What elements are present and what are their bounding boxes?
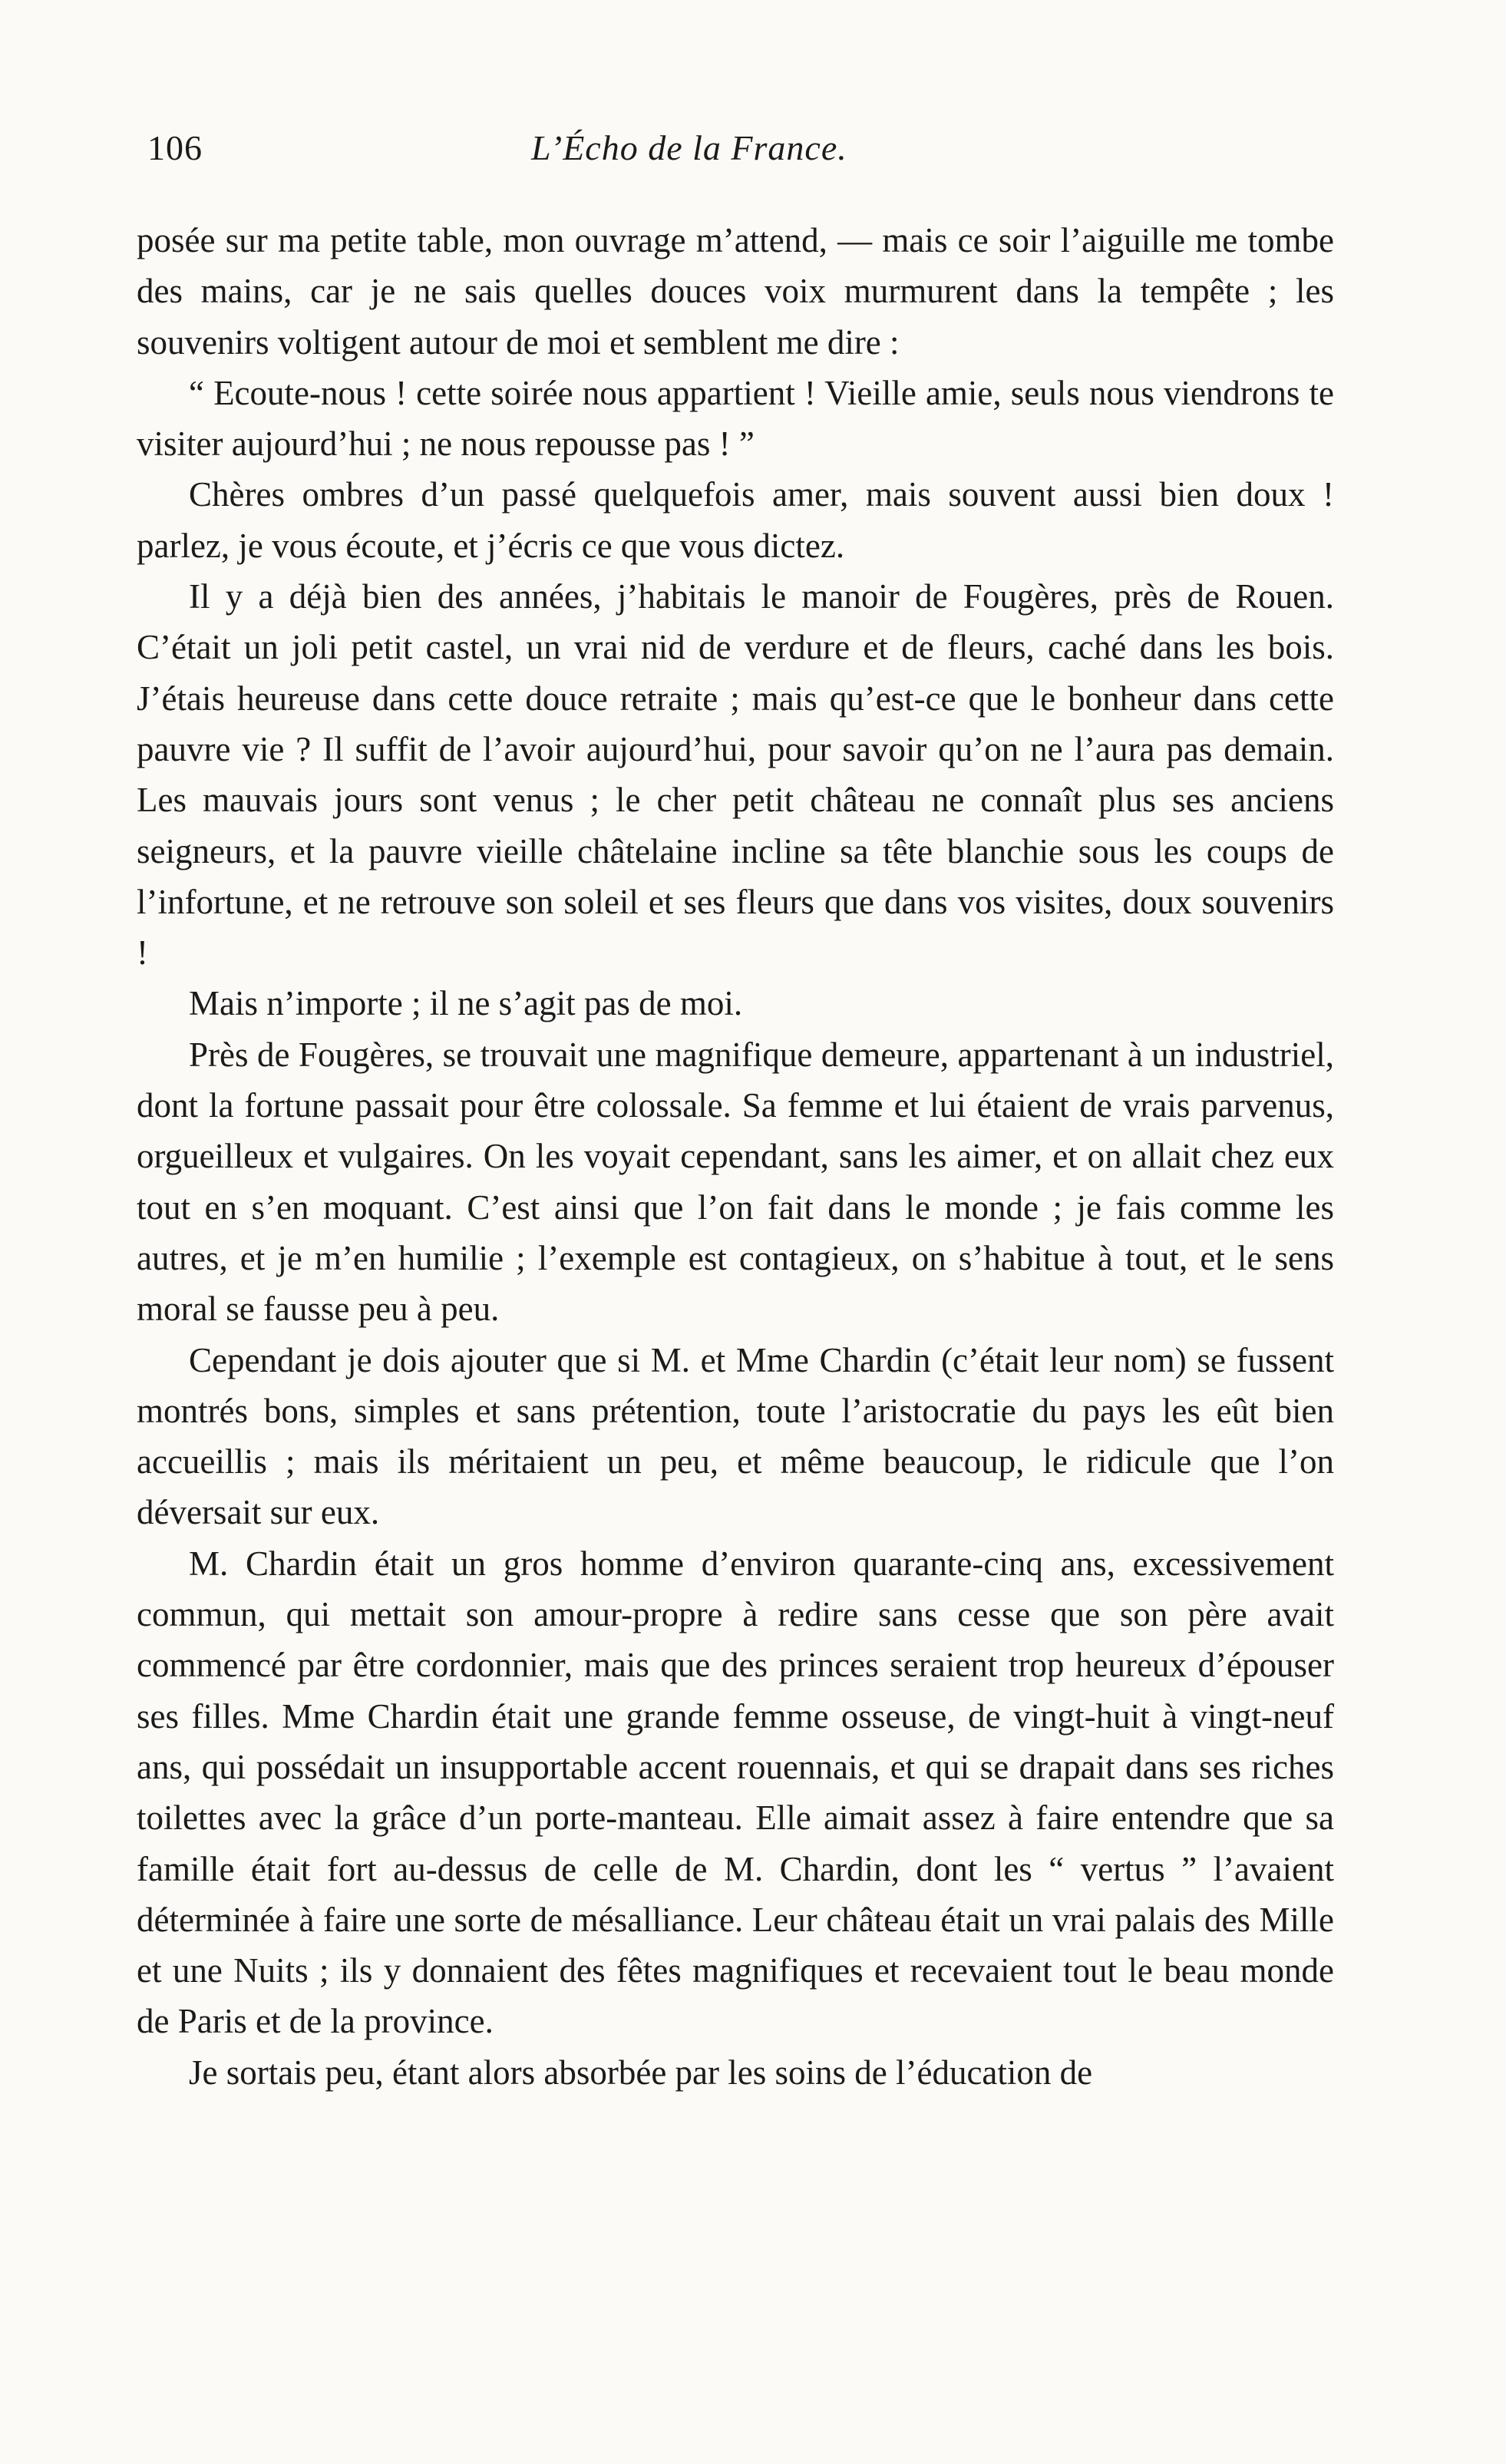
paragraph: “ Ecoute-nous ! cette soirée nous appartient ! Vieille amie, seuls nous viendrons te visiter aujourd’hui ; ne nous repousse pas ! ”	[137, 373, 1334, 464]
body-text	[137, 215, 1334, 2098]
paragraph: Cependant je dois ajouter que si M. et Mme Chardin (c’était leur nom) se fussent montrés bons, simples et sans prétention, toute l’aristocratie du pays les eût bien accueillis ; mais ils méritaient un peu, et même beaucoup, le ridicule que l’on déversait sur eux.	[137, 1340, 1334, 1532]
paragraph: posée sur ma petite table, mon ouvrage m’attend, — mais ce soir l’aiguille me tombe des mains, car je ne sais quelles douces voix murmurent dans la tempête ; les souvenirs voltigent autour de moi et semblent me dire :	[137, 221, 1334, 362]
paragraph: Il y a déjà bien des années, j’habitais le manoir de Fougères, près de Rouen. C’était un joli petit castel, un vrai nid de verdure et de fleurs, caché dans les bois. J’étais heureuse dans cette douce retraite ; mais qu’est-ce que le bonheur dans cette pauvre vie ? Il suffit de l’avoir aujourd’hui, pour savoir qu’on ne l’aura pas demain. Les mauvais jours sont venus ; le cher petit château ne connaît plus ses anciens seigneurs, et la pauvre vieille châtelaine incline sa tête blanchie sous les coups de l’infortune, et ne retrouve son soleil et ses fleurs que dans vos visites, doux souvenirs !	[137, 577, 1334, 973]
paragraph: Chères ombres d’un passé quelquefois amer, mais souvent aussi bien doux ! parlez, je vous écoute, et j’écris ce que vous dictez.	[137, 475, 1334, 565]
paragraph: Mais n’importe ; il ne s’agit pas de moi.	[189, 984, 743, 1023]
page-number: 106	[147, 128, 203, 167]
paragraph: Je sortais peu, étant alors absorbée par les soins de l’éducation de	[189, 2053, 1093, 2092]
paragraph: M. Chardin était un gros homme d’environ quarante-cinq ans, excessivement commun, qui mettait son amour-propre à redire sans cesse que son père avait commencé par être cordonnier, mais que des princes seraient trop heureux d’épouser ses filles. Mme Chardin était une grande femme osseuse, de vingt-huit à vingt-neuf ans, qui possédait un insupportable accent rouennais, et qui se drapait dans ses riches toilettes avec la grâce d’un porte-manteau. Elle aimait assez à faire entendre que sa famille était fort au-dessus de celle de M. Chardin, dont les “ vertus ” l’avaient déterminée à faire une sorte de mésalliance. Leur château était un vrai palais des Mille et une Nuits ; ils y donnaient des fêtes magnifiques et recevaient tout le beau monde de Paris et de la province.	[137, 1544, 1334, 2041]
page-header	[147, 121, 1329, 175]
paragraph: Près de Fougères, se trouvait une magnifique demeure, appartenant à un industriel, dont la fortune passait pour être colossale. Sa femme et lui étaient de vrais parvenus, orgueilleux et vulgaires. On les voyait cependant, sans les aimer, et on allait chez eux tout en s’en moquant. C’est ainsi que l’on fait dans le monde ; je fais comme les autres, et je m’en humilie ; l’exemple est contagieux, on s’habitue à tout, et le sens moral se fausse peu à peu.	[137, 1035, 1334, 1329]
running-title: L’Écho de la France.	[531, 128, 847, 167]
